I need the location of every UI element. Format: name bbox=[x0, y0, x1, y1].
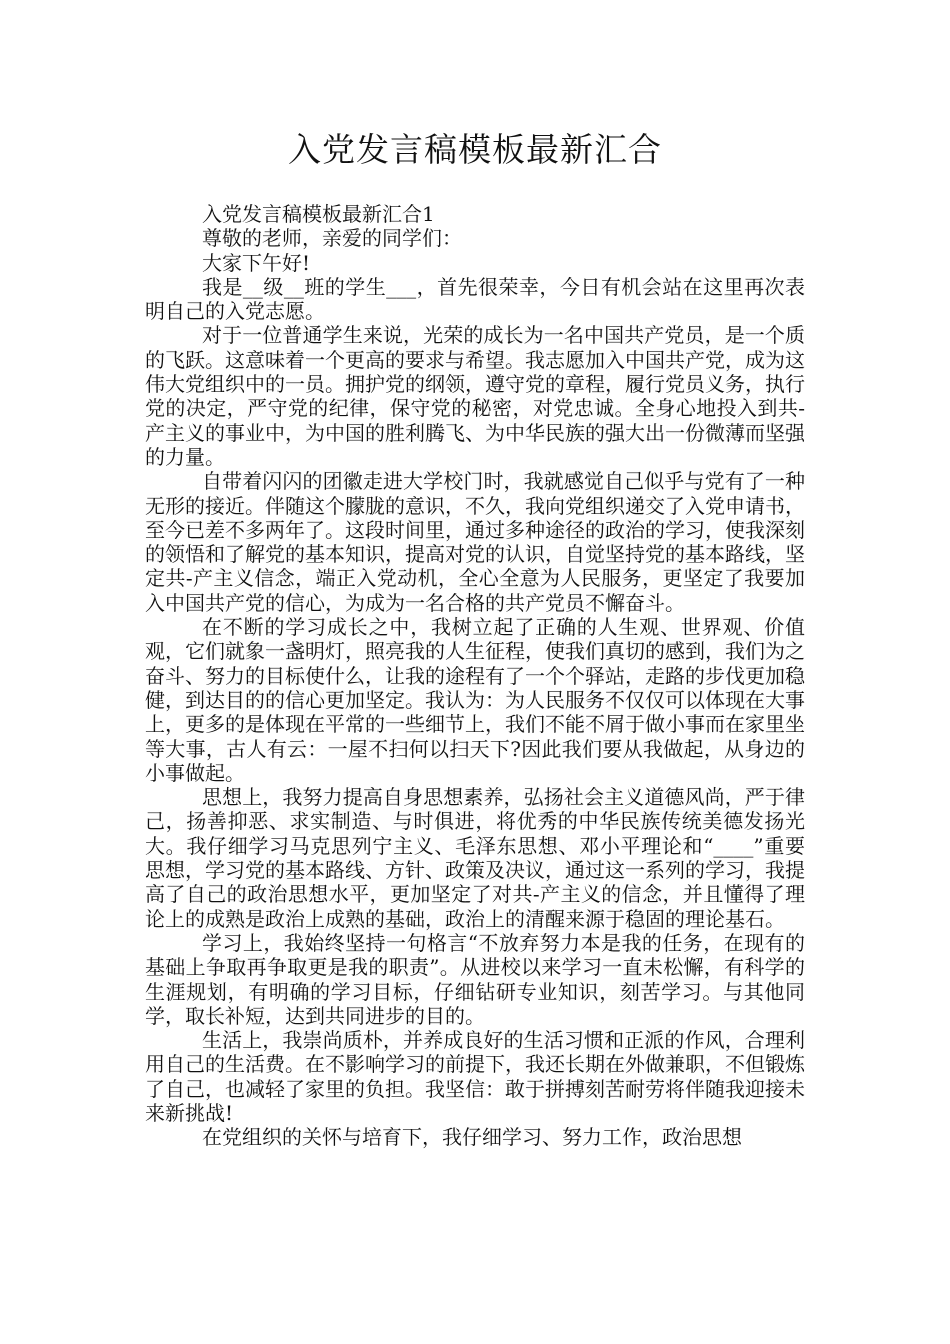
paragraph: 我是__级__班的学生___，首先很荣幸，今日有机会站在这里再次表明自己的入党志愿。 bbox=[145, 274, 805, 324]
section-heading: 入党发言稿模板最新汇合1 bbox=[202, 202, 435, 226]
paragraph: 自带着闪闪的团徽走进大学校门时，我就感觉自己似乎与党有了一种无形的接近。伴随这个朦胧的意识，不久，我向党组织递交了入党申请书，至今已差不多两年了。这段时间里，通过多种途径的政治的学习，使我深刻的领悟和了解党的基本知识，提高对党的认识，自觉坚持党的基本路线，坚定共-产主义信念，端正入党动机，全心全意为人民服务，更坚定了我要加入中国共产党的信心，为成为一名合格的共产党员不懈奋斗。 bbox=[145, 469, 805, 615]
document-title: 入党发言稿模板最新汇合 bbox=[288, 130, 662, 169]
paragraph: 思想上，我努力提高自身思想素养，弘扬社会主义道德风尚，严于律己，扬善抑恶、求实制造、与时俱进，将优秀的中华民族传统美德发扬光大。我仔细学习马克思列宁主义、毛泽东思想、邓小平理论和“____”重要思想，学习党的基本路线、方针、政策及决议，通过这一系列的学习，我提高了自己的政治思想水平，更加坚定了对共-产主义的信念，并且懂得了理论上的成熟是政治上成熟的基础，政治上的清醒来源于稳固的理论基石。 bbox=[145, 785, 805, 931]
greeting: 大家下午好! bbox=[202, 250, 311, 275]
document-body bbox=[145, 202, 805, 1150]
document-page bbox=[145, 0, 805, 1150]
paragraph: 生活上，我崇尚质朴，并养成良好的生活习惯和正派的作风，合理利用自己的生活费。在不影响学习的前提下，我还长期在外做兼职，不但锻炼了自己，也减轻了家里的负担。我坚信：敢于拼搏刻苦耐劳将伴随我迎接未来新挑战! bbox=[145, 1028, 805, 1125]
paragraph: 对于一位普通学生来说，光荣的成长为一名中国共产党员，是一个质的飞跃。这意味着一个更高的要求与希望。我志愿加入中国共产党，成为这伟大党组织中的一员。拥护党的纲领，遵守党的章程，履行党员义务，执行党的决定，严守党的纪律，保守党的秘密，对党忠诚。全身心地投入到共-产主义的事业中，为中国的胜利腾飞、为中华民族的强大出一份微薄而坚强的力量。 bbox=[145, 323, 805, 469]
paragraph: 在党组织的关怀与培育下，我仔细学习、努力工作，政治思想 bbox=[202, 1125, 742, 1150]
paragraph: 学习上，我始终坚持一句格言“不放弃努力本是我的任务，在现有的基础上争取再争取更是我的职责”。从进校以来学习一直未松懈，有科学的生涯规划，有明确的学习目标，仔细钻研专业知识，刻苦学习。与其他同学，取长补短，达到共同进步的目的。 bbox=[145, 930, 805, 1028]
salutation: 尊敬的老师，亲爱的同学们： bbox=[202, 226, 462, 251]
paragraph: 在不断的学习成长之中，我树立起了正确的人生观、世界观、价值观，它们就象一盏明灯，照亮我的人生征程，使我们真切的感到，我们为之奋斗、努力的目标使什么，让我的途程有了一个个驿站，走路的步伐更加稳健，到达目的的信心更加坚定。我认为：为人民服务不仅仅可以体现在大事上，更多的是体现在平常的一些细节上，我们不能不屑于做小事而在家里坐等大事，古人有云：一屋不扫何以扫天下?因此我们要从我做起，从身边的小事做起。 bbox=[145, 615, 805, 785]
